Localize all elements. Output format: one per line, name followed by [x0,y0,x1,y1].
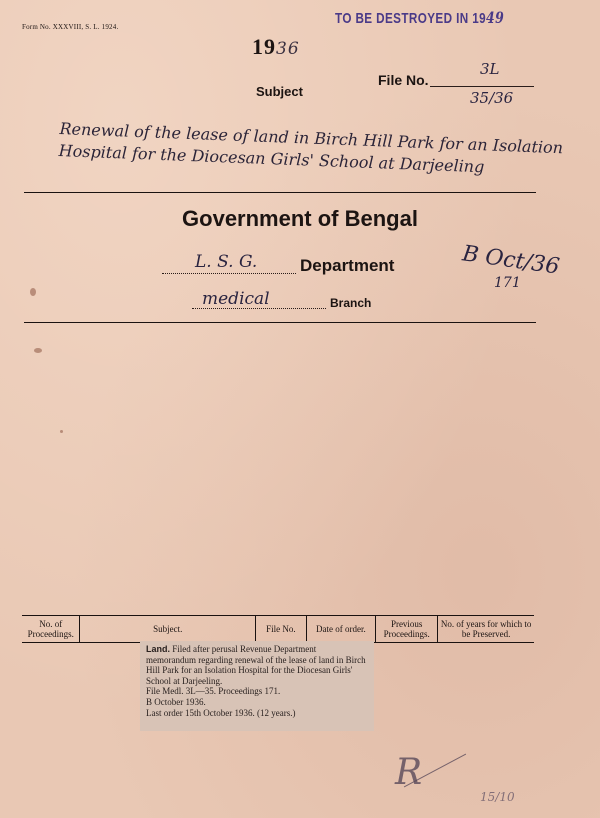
branch-handwritten: medical [202,289,270,309]
department-handwritten: L. S. G. [195,252,258,272]
file-year [252,34,300,60]
government-title: Government of Bengal [182,206,418,231]
ink-spot [34,348,42,353]
year-printed: 19 [252,34,276,59]
bottom-note: 15/10 [480,790,515,804]
col-previous-proceedings: Previous Proceedings. [376,616,438,643]
proceedings-table [22,615,534,643]
handwritten-subject: Renewal of the lease of land in Birch Hill Park for an Isolation Hospital for the Diocesan Girls' School at Darjeeling [58,118,564,177]
header-bottom-rule [24,322,536,323]
margin-note: B Oct/36 [460,241,562,280]
branch-line [192,308,326,309]
file-no-divider [430,86,534,87]
margin-number: 171 [494,275,521,291]
file-no-top: 3L [480,60,500,78]
destroy-stamp [335,8,504,27]
slip-date-line: B October 1936. [146,696,206,707]
ink-spot [60,430,63,433]
year-handwritten: 36 [276,39,300,59]
slip-file-line: File Medl. 3L—35. Proceedings 171. [146,686,281,697]
department-line [162,273,296,274]
col-subject: Subject. [80,616,256,643]
col-proceedings: No. of Proceedings. [22,616,80,643]
col-file-no: File No. [256,616,306,643]
department-label: Department [300,256,395,275]
subject-label: Subject [256,84,303,99]
branch-label: Branch [330,296,372,310]
col-years-preserved: No. of years for which to be Preserved. [438,616,534,643]
slip-text: Filed after perusal Revenue Department memorandum regarding renewal of the lease of land in Birch Hill Park for an Isolation Hospital for the Diocesan Girls' School at Darjeeling. [146,644,366,686]
col-date-of-order: Date of order. [306,616,376,643]
form-number: Form No. XXXVIII, S. L. 1924. [22,23,119,31]
ink-spot [30,288,36,296]
pasted-slip [140,641,374,731]
slip-last-order: Last order 15th October 1936. (12 years.) [146,707,296,718]
destroy-stamp-text: TO BE DESTROYED IN 19 [335,10,487,27]
subject-rule [24,192,536,193]
file-no-bottom: 35/36 [470,89,514,107]
slip-title: Land. [146,644,170,654]
file-no-label: File No. [378,72,429,88]
destroy-stamp-year: 49 [486,8,505,27]
bottom-initial: R [395,752,423,793]
